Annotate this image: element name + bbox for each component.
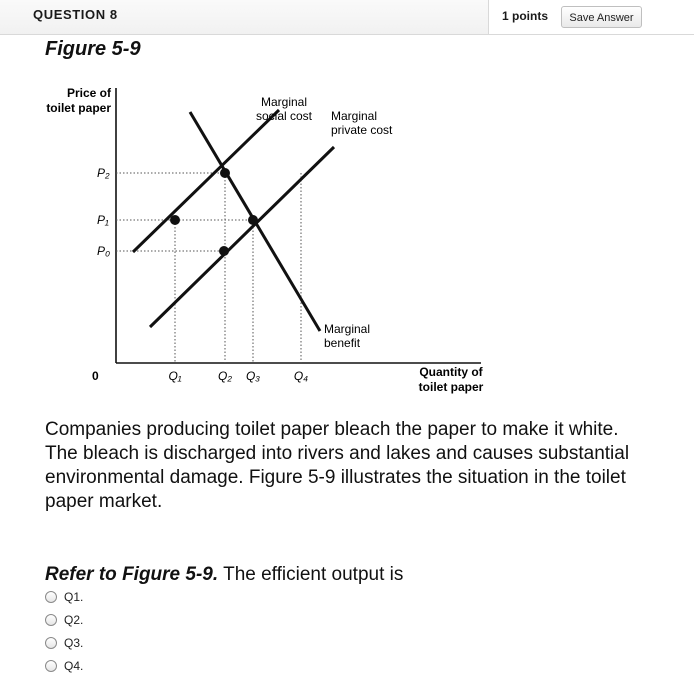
point-p1-q3 [248,215,258,225]
price-label-p0: P₀ [97,244,111,258]
question-number: QUESTION 8 [33,7,118,22]
option-label: Q1. [64,589,84,604]
point-p2-q2 [220,168,230,178]
figure-title: Figure 5-9 [45,38,141,60]
option-label: Q2. [64,612,84,627]
quantity-label-q3: Q₃ [245,369,261,383]
radio-button[interactable] [45,660,57,672]
x-axis-label: Quantity of [419,365,483,379]
social-cost-label-2: social cost [255,109,313,123]
figure-reference: Refer to Figure 5-9. [45,564,219,585]
quantity-label-q1: Q₁ [168,369,182,383]
origin-label: 0 [92,369,99,383]
benefit-label: Marginal [324,322,371,336]
marginal-social-cost-curve [133,110,279,252]
quantity-label-q2: Q₂ [218,369,232,383]
radio-button[interactable] [45,637,57,649]
save-answer-button[interactable]: Save Answer [561,6,642,28]
answer-options [45,585,83,677]
marginal-private-cost-curve [150,147,334,327]
social-cost-label: Marginal [260,95,308,109]
question-prompt [45,564,403,586]
point-p0-q2 [219,246,229,256]
radio-button[interactable] [45,614,57,626]
answer-option-q1[interactable] [45,585,83,608]
option-label: Q3. [64,635,84,650]
question-description: Companies producing toilet paper bleach the paper to make it white. The bleach is discharged into rivers and lakes and causes substantial environmental damage. Figure 5-9 illustrates the situation in the toilet paper market. [45,419,630,512]
x-axis-label-2: toilet paper [418,380,484,394]
points-value: 1 points [502,9,549,23]
answer-option-q3[interactable] [45,631,83,654]
answer-option-q2[interactable] [45,608,83,631]
radio-button[interactable] [45,591,57,603]
externality-diagram [0,78,694,400]
point-p1-q1 [170,215,180,225]
answer-option-q4[interactable] [45,654,83,677]
question-header [0,0,694,35]
question-text: The efficient output is [218,564,404,585]
quantity-label-q4: Q₄ [293,369,309,383]
price-label-p1: P₁ [97,213,109,227]
private-cost-label: Marginal [331,109,378,123]
benefit-label-2: benefit [324,336,361,350]
option-label: Q4. [64,658,84,673]
price-label-p2: P₂ [97,166,110,180]
private-cost-label-2: private cost [331,123,393,137]
y-axis-label-2: toilet paper [46,101,111,115]
y-axis-label: Price of [66,86,111,100]
